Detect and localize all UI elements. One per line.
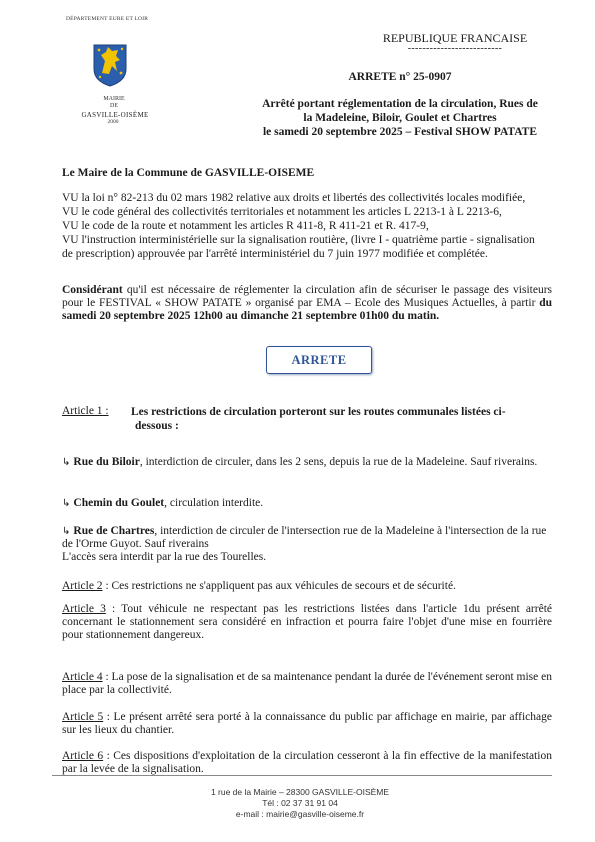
arrow-icon: ↳ — [62, 457, 71, 468]
vu-line: VU le code général des collectivités territoriales et notamment les articles L 2213-1 à L 2213-6, — [62, 206, 502, 218]
de-label: DE — [110, 103, 118, 109]
street-item: ↳ Rue du Biloir, interdiction de circuler, dans les 2 sens, depuis la rue de la Madeleine. Sauf riverains. — [62, 456, 538, 468]
considerant-paragraph — [62, 284, 552, 323]
arrete-box — [266, 346, 372, 374]
footer-divider — [52, 775, 552, 776]
article-1-label: Article 1 : — [62, 405, 109, 417]
article-5: Article 5 : Le présent arrêté sera porté à la connaissance du public par affichage en mairie, par affichage sur les lieux du chantier. — [62, 711, 552, 736]
vu-line: de prescription) approuvée par l'arrêté interministériel du 7 juin 1977 modifiée et complétée. — [62, 248, 488, 260]
maire-heading: Le Maire de la Commune de GASVILLE-OISEME — [62, 167, 315, 179]
arrete-number: ARRETE n° 25-0907 — [348, 71, 452, 83]
footer-email: e-mail : mairie@gasville-oiseme.fr — [235, 809, 365, 819]
footer-address: 1 rue de la Mairie – 28300 GASVILLE-OISÈME — [210, 787, 390, 797]
vu-line: VU la loi n° 82-213 du 02 mars 1982 relative aux droits et libertés des collectivités locales modifiée, — [62, 192, 526, 204]
subject-line-3: le samedi 20 septembre 2025 – Festival SHOW PATATE — [262, 126, 538, 138]
subject-line-2: la Madeleine, Biloir, Goulet et Chartres — [303, 112, 497, 124]
article-6: Article 6 : Ces dispositions d'exploitation de la circulation cesseront à la fin effective de la manifestation par la levée de la signalisation. — [62, 750, 552, 775]
heading-dashes: -------------------------- — [407, 43, 503, 54]
article-2: Article 2 : Ces restrictions ne s'appliquent pas aux véhicules de secours et de sécurité. — [62, 580, 456, 592]
coat-of-arms-logo — [92, 43, 128, 87]
departement-label: DÉPARTEMENT EURE ET LOIR — [66, 16, 149, 22]
vu-line: VU l'instruction interministérielle sur la signalisation routière, (livre I - quatrième partie - signalisation — [62, 234, 535, 246]
article-4: Article 4 : La pose de la signalisation et de sa maintenance pendant la durée de l'événement seront mise en place par la collectivité. — [62, 671, 552, 696]
street-item: ↳ Chemin du Goulet, circulation interdite. — [62, 497, 264, 509]
footer-phone: Tél : 02 37 31 91 04 — [262, 798, 338, 808]
considerant-label: Considérant — [62, 284, 123, 296]
arrow-icon: ↳ — [62, 498, 71, 509]
considerant-dates: du samedi 20 septembre 2025 12h00 au dimanche 21 septembre 01h00 du matin. — [62, 297, 552, 322]
considerant-text: qu'il est nécessaire de réglementer la circulation afin de sécuriser le passage des visiteurs pour le FESTIVAL « SHOW PATATE » organisé par EMA – Ecole des Musiques Actuelles, à partir — [62, 284, 552, 309]
republique-heading: REPUBLIQUE FRANCAISE — [382, 31, 528, 45]
mairie-label: MAIRIE — [103, 96, 125, 102]
vu-line: VU le code de la route et notamment les articles R 411-8, R 411-21 et R. 417-9, — [62, 220, 429, 232]
logo-year: 2000 — [107, 119, 119, 125]
arrete-box-label: ARRETE — [291, 353, 347, 367]
arrete-subject — [200, 97, 595, 139]
subject-line-1: Arrêté portant réglementation de la circulation, Rues de — [262, 98, 538, 110]
arrow-icon: ↳ — [62, 526, 71, 537]
street-item: ↳ Rue de Chartres, interdiction de circuler de l'intersection rue de la Madeleine à l'intersection de la rue de l'Orme Guyot. Sauf riverains L'accès sera interdit par la rue des Tourelles. — [62, 525, 547, 563]
article-3: Article 3 : Tout véhicule ne respectant pas les restrictions listées dans l'article 1du présent arrêté concernant le stationnement sera considéré en infraction et pourra faire l'objet d'une mise en fourrière pour stationnement dangereux. — [62, 603, 552, 641]
commune-label: GASVILLE-OISÈME — [81, 111, 149, 119]
article-1-text: Les restrictions de circulation porteront sur les routes communales listées ci- dessous : — [131, 406, 506, 432]
logo-caption — [84, 96, 144, 110]
